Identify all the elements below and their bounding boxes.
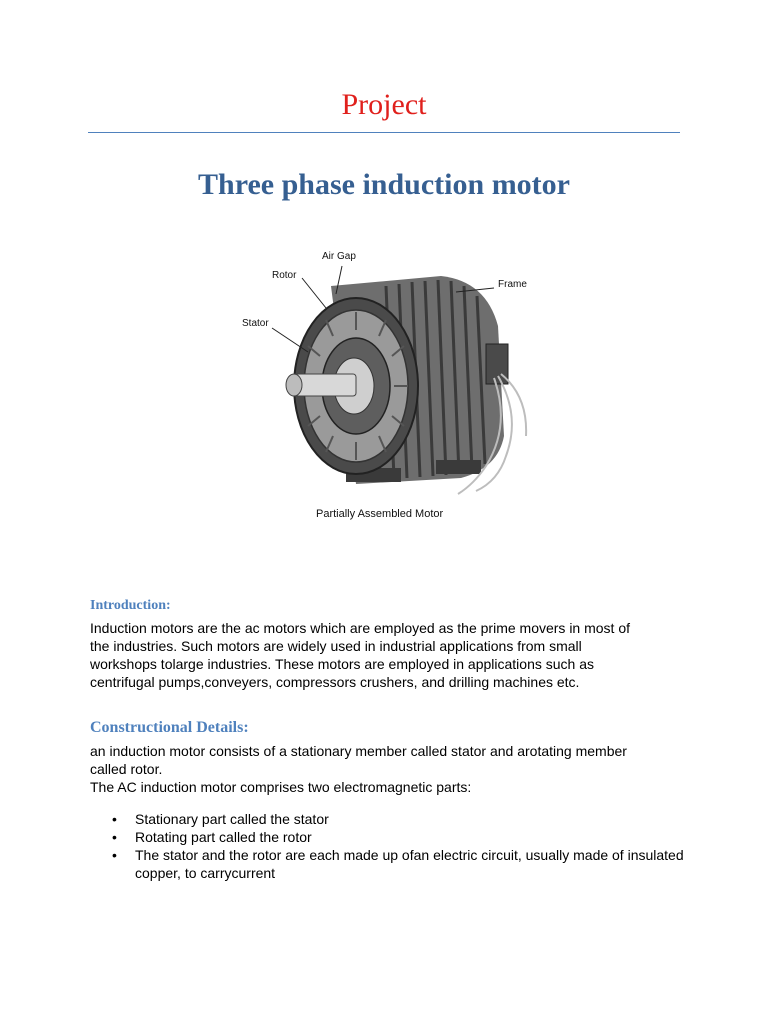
label-frame: Frame	[498, 279, 527, 290]
intro-line: centrifugal pumps,conveyers, compressors crushers, and drilling machines etc.	[90, 674, 580, 690]
motor-illustration	[236, 246, 536, 526]
title-divider	[88, 132, 680, 133]
motor-figure	[236, 246, 536, 526]
document-title: Project	[341, 88, 427, 121]
construction-line: called rotor.	[90, 761, 163, 777]
construction-bullet-list	[90, 810, 690, 882]
bullet-item: • Stationary part called the stator	[90, 810, 690, 828]
figure-caption: Partially Assembled Motor	[316, 508, 444, 520]
label-rotor: Rotor	[272, 270, 297, 281]
introduction-paragraph	[90, 619, 690, 691]
bullet-item: • Rotating part called the rotor	[90, 828, 690, 846]
document-subtitle: Three phase induction motor	[198, 168, 570, 201]
construction-line: an induction motor consists of a stationary member called stator and arotating member	[90, 743, 627, 759]
intro-line: Induction motors are the ac motors which are employed as the prime movers in most of	[90, 620, 631, 636]
intro-line: the industries. Such motors are widely used in industrial applications from small	[90, 638, 582, 654]
bullet-item: • The stator and the rotor are each made up ofan electric circuit, usually made of insulated copper, to carrycurrent	[90, 846, 690, 882]
construction-heading: Constructional Details:	[90, 719, 249, 736]
construction-paragraph	[90, 742, 690, 796]
intro-line: workshops tolarge industries. These motors are employed in applications such as	[90, 656, 594, 672]
introduction-heading: Introduction:	[90, 598, 171, 613]
construction-line: The AC induction motor comprises two electromagnetic parts:	[90, 779, 472, 795]
label-air-gap: Air Gap	[322, 251, 356, 262]
shaft-end	[286, 374, 302, 396]
motor-foot-rear	[436, 460, 481, 474]
label-stator: Stator	[242, 318, 269, 329]
